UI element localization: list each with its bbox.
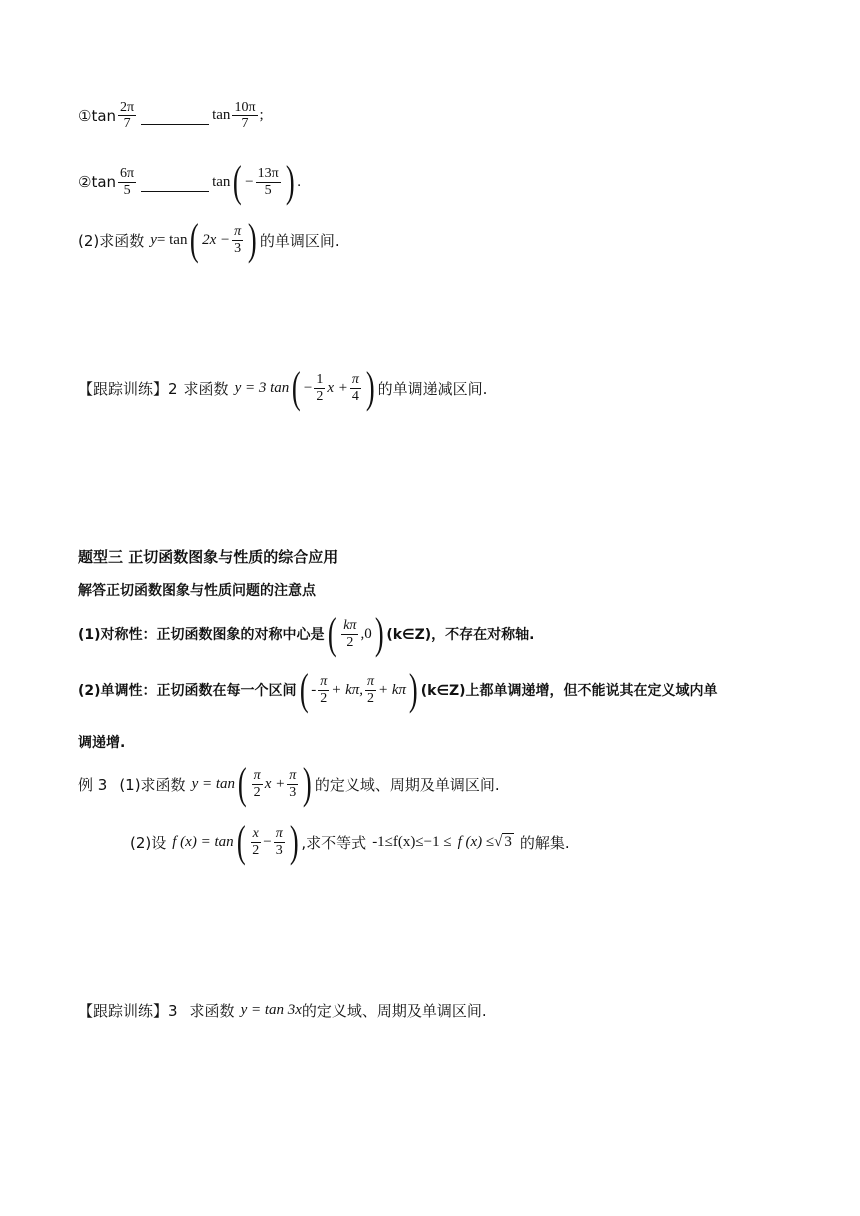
answer-blank[interactable] [141, 173, 209, 192]
question-1-line: ①tan $\frac{2\pi}{7}$ tan $\frac{10\pi}{7}$ ; [78, 100, 264, 132]
parenthesis-group: ( 2x − $\frac{\pi}{3}$ ) [190, 215, 257, 264]
training-label: 【跟踪训练】3 [78, 1002, 178, 1020]
point-2-line: (2)单调性：正切函数在每一个区间 ( - $\frac{\pi}{2}$ + kπ, $\frac{\pi}{2}$ + kπ ) (k∈Z)上都单调递增，但不能说其在定义域内单 [78, 665, 718, 714]
parenthesis-group: ( $\frac{\pi}{2}$ x + $\frac{\pi}{3}$ ) [237, 759, 312, 808]
example-label: 例 3 [78, 775, 108, 794]
training-2-line: 【跟踪训练】2 求函数 y = 3 tan ( − $\frac{1}{2}$ x + $\frac{\pi}{4}$ ) 的单调递减区间. [78, 363, 488, 412]
question-1-marker: ①tan [78, 106, 117, 125]
point-2-continuation: 调递增. [78, 735, 126, 751]
fraction: $\frac{2\pi}{7}$ [120, 100, 135, 132]
fraction: $\frac{10\pi}{7}$ [234, 100, 256, 132]
question-2-line: ②tan $\frac{6\pi}{5}$ tan ( − $\frac{13\pi}{5}$ ) . [78, 157, 302, 206]
answer-blank[interactable] [141, 106, 209, 125]
question-2-marker: ②tan [78, 173, 117, 191]
fraction: $\frac{6\pi}{5}$ [120, 166, 135, 198]
question-3-line: (2)求函数 y = tan ( 2x − $\frac{\pi}{3}$ ) 的单调区间. [78, 215, 340, 264]
section-title: 题型三 正切函数图象与性质的综合应用 [78, 548, 339, 566]
section-subtitle: 解答正切函数图象与性质问题的注意点 [78, 583, 316, 599]
training-label: 【跟踪训练】2 [78, 379, 178, 398]
training-3-line: 【跟踪训练】3 求函数 y = tan 3x 的定义域、周期及单调区间. [78, 1002, 487, 1020]
parenthesis-group: ( - $\frac{\pi}{2}$ + kπ, $\frac{\pi}{2}$ + kπ ) [299, 665, 418, 714]
sqrt-symbol: √ 3 [494, 834, 512, 850]
example-3-line-1: 例 3 (1)求函数 y = tan ( $\frac{\pi}{2}$ x + $\frac{\pi}{3}$ ) 的定义域、周期及单调区间. [78, 759, 500, 808]
parenthesis-group: ( $\frac{x}{2}$ − $\frac{\pi}{3}$ ) [236, 817, 299, 866]
point-1-line: (1)对称性：正切函数图象的对称中心是 ( $\frac{k\pi}{2}$ ,0 ) (k∈Z)，不存在对称轴. [78, 609, 535, 658]
parenthesis-group: ( $\frac{k\pi}{2}$ ,0 ) [327, 609, 384, 658]
parenthesis-group: ( − $\frac{1}{2}$ x + $\frac{\pi}{4}$ ) [292, 363, 375, 412]
example-3-line-2: (2)设 f (x) = tan ( $\frac{x}{2}$ − $\frac{\pi}{3}$ ) ,求不等式 -1≤f(x)≤−1 ≤ f (x) ≤ √ 3 的解集. [130, 817, 570, 866]
parenthesis-group: ( − $\frac{13\pi}{5}$ ) [233, 157, 295, 206]
